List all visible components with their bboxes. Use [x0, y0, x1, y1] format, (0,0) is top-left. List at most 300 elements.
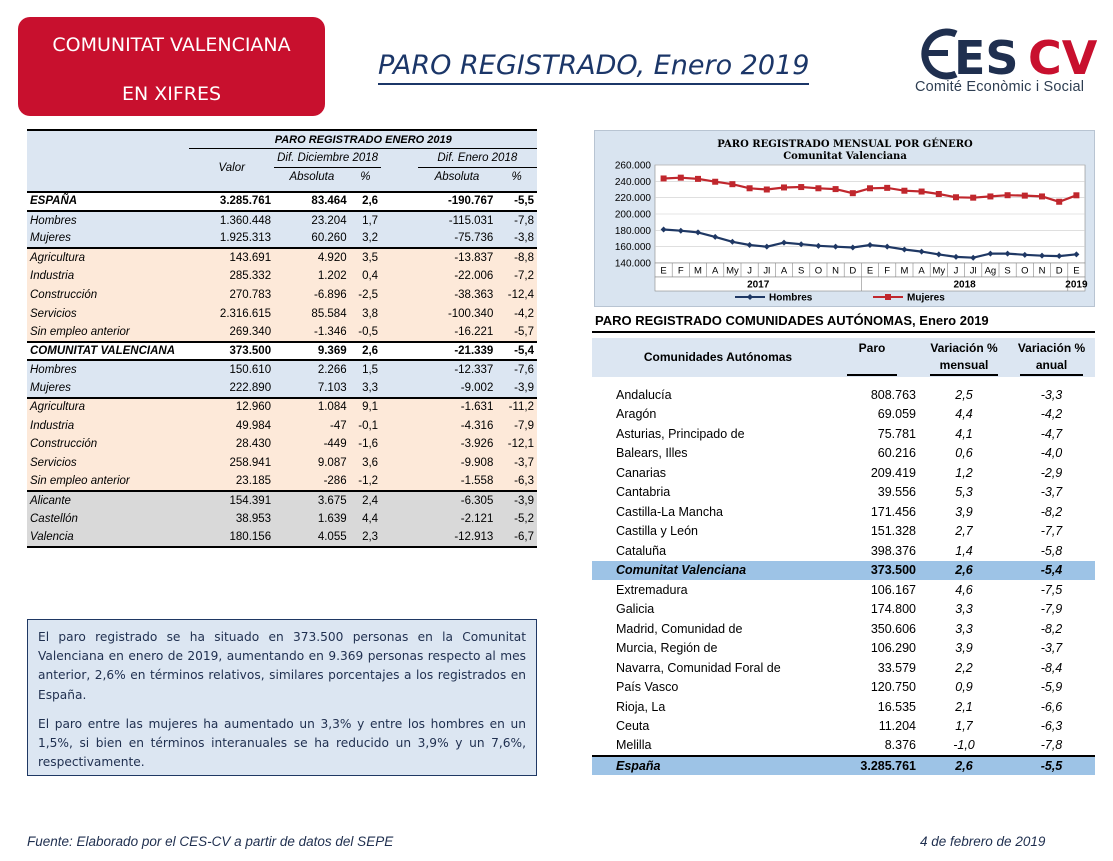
- paro-value: 373.500: [824, 561, 920, 581]
- ca-row: [592, 405, 1095, 425]
- pct-ene: -3,8: [496, 229, 537, 248]
- var-mensual: 0,9: [955, 680, 973, 695]
- pct-ene: -12,4: [496, 286, 537, 305]
- abs-ene: -3.926: [418, 435, 497, 454]
- abs-ene: -115.031: [418, 211, 497, 230]
- x-tick-label: E: [866, 265, 874, 277]
- pct-ene: -7,2: [496, 267, 537, 286]
- pct-ene: -3,9: [496, 491, 537, 510]
- var-anual: -5,4: [1008, 561, 1095, 581]
- paro-value: 11.204: [878, 719, 916, 734]
- region-badge: [18, 17, 325, 116]
- gap: [381, 211, 418, 230]
- pct-dic: 2,6: [350, 192, 381, 211]
- paro-value: 398.376: [870, 543, 916, 558]
- ca-row: [592, 619, 1095, 639]
- x-tick-label: O: [1021, 265, 1029, 277]
- paro-value: 151.328: [870, 524, 916, 539]
- table-row: [27, 379, 537, 398]
- paro-value: 60.216: [877, 446, 916, 461]
- col-ca: Comunidades Autónomas: [592, 338, 824, 377]
- col-var-anual: [1008, 338, 1095, 377]
- paro-value: 209.419: [870, 465, 916, 480]
- row-label: Servicios: [27, 304, 189, 323]
- x-tick-label: My: [932, 265, 946, 277]
- gender-chart: [594, 130, 1095, 307]
- page-title: PARO REGISTRADO, Enero 2019: [378, 50, 809, 85]
- x-tick-label: D: [849, 265, 857, 277]
- x-tick-label: Jl: [969, 265, 977, 277]
- legend-label: Hombres: [769, 292, 813, 304]
- data-point: [678, 175, 684, 181]
- valor: 1.360.448: [189, 211, 274, 230]
- table-row: [27, 454, 537, 473]
- data-point: [833, 186, 839, 192]
- row-label: Sin empleo anterior: [27, 472, 189, 491]
- col-pct-ene: %: [511, 170, 522, 183]
- x-tick-label: A: [712, 265, 719, 277]
- gap: [381, 398, 418, 417]
- abs-dic: 9.087: [274, 454, 350, 473]
- col-var-mensual: [920, 338, 1008, 377]
- source-note: Fuente: Elaborado por el CES-CV a partir de datos del SEPE: [27, 834, 394, 849]
- data-point: [764, 187, 770, 193]
- legend-marker: [747, 294, 753, 300]
- abs-ene: -13.837: [418, 248, 497, 267]
- ca-row: [592, 444, 1095, 464]
- table-row: [27, 472, 537, 491]
- gap: [381, 435, 418, 454]
- table-row: [27, 286, 537, 305]
- pct-dic: 9,1: [350, 398, 381, 417]
- pct-ene: -5,4: [496, 342, 537, 361]
- data-point: [747, 185, 753, 191]
- x-tick-label: N: [1038, 265, 1046, 277]
- pct-ene: -3,7: [496, 454, 537, 473]
- y-tick-label: 140.000: [614, 258, 651, 270]
- abs-dic: 1.084: [274, 398, 350, 417]
- data-point: [901, 188, 907, 194]
- logo-subtitle: Comité Econòmic i Social: [915, 79, 1085, 95]
- var-mensual: 3,9: [955, 504, 973, 519]
- x-tick-label: M: [694, 265, 702, 277]
- ca-name: Cataluña: [616, 543, 667, 558]
- abs-ene: -190.767: [418, 192, 497, 211]
- x-tick-label: O: [814, 265, 823, 277]
- x-tick-label: A: [780, 265, 788, 277]
- col-dif-ene: Dif. Enero 2018: [418, 149, 537, 168]
- pct-dic: 1,7: [350, 211, 381, 230]
- pct-ene: -7,8: [496, 211, 537, 230]
- gap: [381, 379, 418, 398]
- ca-row: [592, 658, 1095, 678]
- gap: [381, 416, 418, 435]
- paro-table: [27, 129, 537, 548]
- year-band: [655, 277, 1085, 291]
- row-label: Mujeres: [27, 379, 189, 398]
- abs-dic: 1.639: [274, 510, 350, 529]
- table-title: PARO REGISTRADO ENERO 2019: [189, 130, 537, 149]
- valor: 2.316.615: [189, 304, 274, 323]
- abs-ene: -22.006: [418, 267, 497, 286]
- data-point: [729, 181, 735, 187]
- col-valor: Valor: [189, 149, 274, 186]
- abs-ene: -100.340: [418, 304, 497, 323]
- paro-value: 75.781: [877, 426, 916, 441]
- paro-value: 106.167: [870, 582, 916, 597]
- var-mensual: 4,6: [955, 582, 973, 597]
- paro-value: 174.800: [870, 602, 916, 617]
- valor: 269.340: [189, 323, 274, 342]
- var-anual: -3,3: [1040, 387, 1063, 402]
- y-tick-label: 240.000: [614, 176, 651, 188]
- pct-ene: -5,2: [496, 510, 537, 529]
- pct-dic: 3,5: [350, 248, 381, 267]
- pct-ene: -8,8: [496, 248, 537, 267]
- var-mensual: 2,6: [920, 756, 1008, 776]
- abs-dic: 4.055: [274, 528, 350, 547]
- table-row: [27, 360, 537, 379]
- var-anual: -8,4: [1040, 660, 1063, 675]
- ca-name: Castilla-La Mancha: [616, 504, 723, 519]
- row-label: COMUNITAT VALENCIANA: [27, 342, 189, 361]
- valor: 28.430: [189, 435, 274, 454]
- gap: [381, 304, 418, 323]
- ca-name: Castilla y León: [616, 524, 698, 539]
- paro-value: 808.763: [870, 387, 916, 402]
- row-label: Castellón: [27, 510, 189, 529]
- row-label: Servicios: [27, 454, 189, 473]
- var-mensual: 2,2: [955, 660, 973, 675]
- gap: [381, 248, 418, 267]
- ca-name: Galicia: [616, 602, 655, 617]
- col-absoluta-dic: Absoluta: [289, 170, 335, 183]
- chart-title: PARO REGISTRADO MENSUAL POR GÉNERO: [717, 139, 973, 150]
- data-point: [1073, 192, 1079, 198]
- valor: 150.610: [189, 360, 274, 379]
- abs-ene: -1.631: [418, 398, 497, 417]
- var-anual: -6,6: [1040, 699, 1063, 714]
- abs-dic: 60.260: [274, 229, 350, 248]
- pct-ene: -12,1: [496, 435, 537, 454]
- x-tick-label: S: [798, 265, 805, 277]
- table-row: [27, 267, 537, 286]
- abs-ene: -12.337: [418, 360, 497, 379]
- table-row: [27, 342, 537, 361]
- valor: 49.984: [189, 416, 274, 435]
- paro-value: 8.376: [884, 738, 916, 753]
- gap: [381, 360, 418, 379]
- ca-name: Balears, Illes: [616, 446, 688, 461]
- ca-row: [592, 561, 1095, 581]
- row-label: Hombres: [27, 211, 189, 230]
- valor: 1.925.313: [189, 229, 274, 248]
- valor: 38.953: [189, 510, 274, 529]
- ca-row: [592, 522, 1095, 542]
- abs-ene: -2.121: [418, 510, 497, 529]
- data-point: [712, 179, 718, 185]
- x-tick-label: F: [884, 265, 891, 277]
- pct-ene: -5,5: [496, 192, 537, 211]
- report-date: 4 de febrero de 2019: [920, 834, 1046, 849]
- row-label: Agricultura: [27, 248, 189, 267]
- valor: 373.500: [189, 342, 274, 361]
- table-row: [27, 229, 537, 248]
- ca-name: Asturias, Principado de: [616, 426, 745, 441]
- var-anual: -7,5: [1040, 582, 1063, 597]
- valor: 12.960: [189, 398, 274, 417]
- data-point: [1056, 199, 1062, 205]
- abs-ene: -9.002: [418, 379, 497, 398]
- row-label: Hombres: [27, 360, 189, 379]
- gap: [381, 510, 418, 529]
- pct-ene: -3,9: [496, 379, 537, 398]
- table-row: [27, 323, 537, 342]
- abs-dic: -47: [274, 416, 350, 435]
- ca-row: [592, 600, 1095, 620]
- ca-name: Comunitat Valenciana: [592, 561, 824, 581]
- pct-dic: 4,4: [350, 510, 381, 529]
- data-point: [987, 193, 993, 199]
- ca-name: Ceuta: [616, 719, 650, 734]
- table-row: [27, 435, 537, 454]
- pct-dic: 3,2: [350, 229, 381, 248]
- paro-value: 350.606: [870, 621, 916, 636]
- ca-table: [592, 338, 1095, 775]
- abs-ene: -1.558: [418, 472, 497, 491]
- col-var-anual-1: Variación %: [1017, 340, 1086, 355]
- pct-dic: -1,6: [350, 435, 381, 454]
- abs-ene: -21.339: [418, 342, 497, 361]
- valor: 154.391: [189, 491, 274, 510]
- pct-ene: -5,7: [496, 323, 537, 342]
- ca-name: Rioja, La: [616, 699, 666, 714]
- data-point: [1039, 193, 1045, 199]
- var-anual: -8,2: [1040, 621, 1063, 636]
- chart-subtitle: Comunitat Valenciana: [783, 151, 907, 162]
- col-dif-dic: Dif. Diciembre 2018: [274, 149, 381, 168]
- x-tick-label: E: [660, 265, 667, 277]
- pct-ene: -4,2: [496, 304, 537, 323]
- year-label: 2019: [1065, 279, 1088, 291]
- pct-ene: -7,9: [496, 416, 537, 435]
- x-tick-label: Ag: [984, 265, 997, 277]
- var-mensual: 1,7: [955, 719, 973, 734]
- pct-dic: -0,1: [350, 416, 381, 435]
- abs-ene: -4.316: [418, 416, 497, 435]
- valor: 258.941: [189, 454, 274, 473]
- col-pct-dic: %: [360, 170, 371, 183]
- paro-value: 171.456: [870, 504, 916, 519]
- ca-row: [592, 502, 1095, 522]
- table-row: [27, 528, 537, 547]
- abs-ene: -16.221: [418, 323, 497, 342]
- col-paro-label: Paro: [847, 340, 898, 376]
- summary-paragraph-1: El paro registrado se ha situado en 373.500 personas en la Comunitat Valenciana en enero de 2019, aumentando en 9.369 personas respecto al mes anterior, 2,6% en términos relativos, similares porcentajes a los registrados en España.: [38, 630, 526, 702]
- paro-value: 39.556: [877, 485, 916, 500]
- pct-dic: -2,5: [350, 286, 381, 305]
- abs-dic: 7.103: [274, 379, 350, 398]
- abs-dic: -6.896: [274, 286, 350, 305]
- ca-name: Navarra, Comunidad Foral de: [616, 660, 781, 675]
- var-mensual: 2,1: [955, 699, 973, 714]
- var-mensual: 2,6: [920, 561, 1008, 581]
- ca-name: Cantabria: [616, 485, 671, 500]
- pct-dic: -1,2: [350, 472, 381, 491]
- valor: 270.783: [189, 286, 274, 305]
- x-tick-label: S: [1004, 265, 1011, 277]
- row-label: ESPAÑA: [27, 192, 189, 211]
- y-tick-label: 260.000: [614, 160, 651, 172]
- var-mensual: 2,5: [955, 387, 973, 402]
- abs-dic: -286: [274, 472, 350, 491]
- var-mensual: 3,9: [955, 641, 973, 656]
- paro-value: 16.535: [877, 699, 916, 714]
- gap: [381, 192, 418, 211]
- abs-ene: -75.736: [418, 229, 497, 248]
- ca-name: Melilla: [616, 738, 652, 753]
- ca-name: Madrid, Comunidad de: [616, 621, 743, 636]
- ca-row: [592, 678, 1095, 698]
- x-tick-label: E: [1073, 265, 1080, 277]
- abs-dic: 85.584: [274, 304, 350, 323]
- valor: 143.691: [189, 248, 274, 267]
- row-label: Alicante: [27, 491, 189, 510]
- table-row: [27, 416, 537, 435]
- x-tick-label: F: [677, 265, 684, 277]
- pct-dic: 0,4: [350, 267, 381, 286]
- var-anual: -4,0: [1040, 446, 1063, 461]
- var-anual: -4,7: [1040, 426, 1063, 441]
- abs-dic: -1.346: [274, 323, 350, 342]
- y-tick-label: 220.000: [614, 193, 651, 205]
- x-tick-label: N: [832, 265, 840, 277]
- row-label: Construcción: [27, 435, 189, 454]
- paro-value: 33.579: [877, 660, 916, 675]
- row-label: Construcción: [27, 286, 189, 305]
- col-var-anual-2: anual: [1020, 357, 1083, 376]
- gap: [381, 267, 418, 286]
- ca-row: [592, 424, 1095, 444]
- gap: [381, 491, 418, 510]
- var-mensual: 1,4: [955, 543, 973, 558]
- var-mensual: -1,0: [953, 738, 975, 753]
- valor: 180.156: [189, 528, 274, 547]
- var-anual: -2,9: [1040, 465, 1063, 480]
- abs-ene: -6.305: [418, 491, 497, 510]
- ca-row: [592, 580, 1095, 600]
- var-mensual: 2,7: [955, 524, 973, 539]
- y-tick-label: 200.000: [614, 209, 651, 221]
- data-point: [1005, 192, 1011, 198]
- pct-dic: 2,4: [350, 491, 381, 510]
- pct-dic: 2,3: [350, 528, 381, 547]
- table-row: [27, 211, 537, 230]
- valor: 285.332: [189, 267, 274, 286]
- data-point: [953, 194, 959, 200]
- paro-value: 120.750: [870, 680, 916, 695]
- x-tick-label: D: [1055, 265, 1063, 277]
- ca-row: [592, 463, 1095, 483]
- var-mensual: 3,3: [955, 602, 973, 617]
- row-label: Sin empleo anterior: [27, 323, 189, 342]
- ca-row: [592, 717, 1095, 737]
- var-anual: -7,7: [1040, 524, 1063, 539]
- data-point: [798, 184, 804, 190]
- gap: [381, 342, 418, 361]
- table-row: [27, 248, 537, 267]
- y-tick-label: 180.000: [614, 225, 651, 237]
- var-anual: -8,2: [1040, 504, 1063, 519]
- var-anual: -5,5: [1008, 756, 1095, 776]
- var-mensual: 4,1: [955, 426, 973, 441]
- summary-paragraph-2: El paro entre las mujeres ha aumentado un 3,3% y entre los hombres en un 1,5%, si bien en términos interanuales se ha reducido un 3,9% y un 7,6%, respectivamente.: [38, 716, 526, 770]
- var-mensual: 1,2: [955, 465, 973, 480]
- gap: [381, 472, 418, 491]
- pct-ene: -11,2: [496, 398, 537, 417]
- data-point: [695, 176, 701, 182]
- ca-name: País Vasco: [616, 680, 679, 695]
- var-anual: -5,9: [1040, 680, 1063, 695]
- pct-dic: 3,3: [350, 379, 381, 398]
- data-point: [936, 191, 942, 197]
- data-point: [1022, 193, 1028, 199]
- paro-value: 69.059: [877, 407, 916, 422]
- x-tick-label: Jl: [763, 265, 771, 277]
- abs-ene: -38.363: [418, 286, 497, 305]
- row-label: Industria: [27, 416, 189, 435]
- ca-total-row: [592, 756, 1095, 776]
- gap: [381, 286, 418, 305]
- pct-ene: -6,7: [496, 528, 537, 547]
- table-row: [27, 304, 537, 323]
- abs-dic: -449: [274, 435, 350, 454]
- abs-dic: 9.369: [274, 342, 350, 361]
- legend-label: Mujeres: [907, 292, 945, 304]
- row-label: Valencia: [27, 528, 189, 547]
- pct-dic: -0,5: [350, 323, 381, 342]
- x-tick-label: My: [726, 265, 739, 277]
- abs-dic: 4.920: [274, 248, 350, 267]
- badge-line-2: EN XIFRES: [121, 83, 222, 105]
- data-point: [850, 190, 856, 196]
- ca-name: Extremadura: [616, 582, 688, 597]
- ca-row: [592, 639, 1095, 659]
- ca-name: Andalucía: [616, 387, 672, 402]
- legend-marker: [885, 294, 891, 300]
- pct-ene: -6,3: [496, 472, 537, 491]
- gap: [381, 528, 418, 547]
- var-anual: -3,7: [1040, 641, 1063, 656]
- table-row: [27, 398, 537, 417]
- x-tick-label: A: [918, 265, 925, 277]
- row-label: Industria: [27, 267, 189, 286]
- ca-row: [592, 541, 1095, 561]
- col-var-mensual-1: Variación %: [930, 340, 998, 355]
- abs-dic: 1.202: [274, 267, 350, 286]
- y-tick-label: 160.000: [614, 242, 651, 254]
- cescv-logo: [912, 28, 1110, 98]
- summary-text: [27, 619, 537, 776]
- row-label: Agricultura: [27, 398, 189, 417]
- badge-line-1: COMUNITAT VALENCIANA: [52, 34, 291, 56]
- var-anual: -5,8: [1040, 543, 1063, 558]
- valor: 23.185: [189, 472, 274, 491]
- var-mensual: 3,3: [955, 621, 973, 636]
- valor: 3.285.761: [189, 192, 274, 211]
- abs-ene: -12.913: [418, 528, 497, 547]
- data-point: [815, 185, 821, 191]
